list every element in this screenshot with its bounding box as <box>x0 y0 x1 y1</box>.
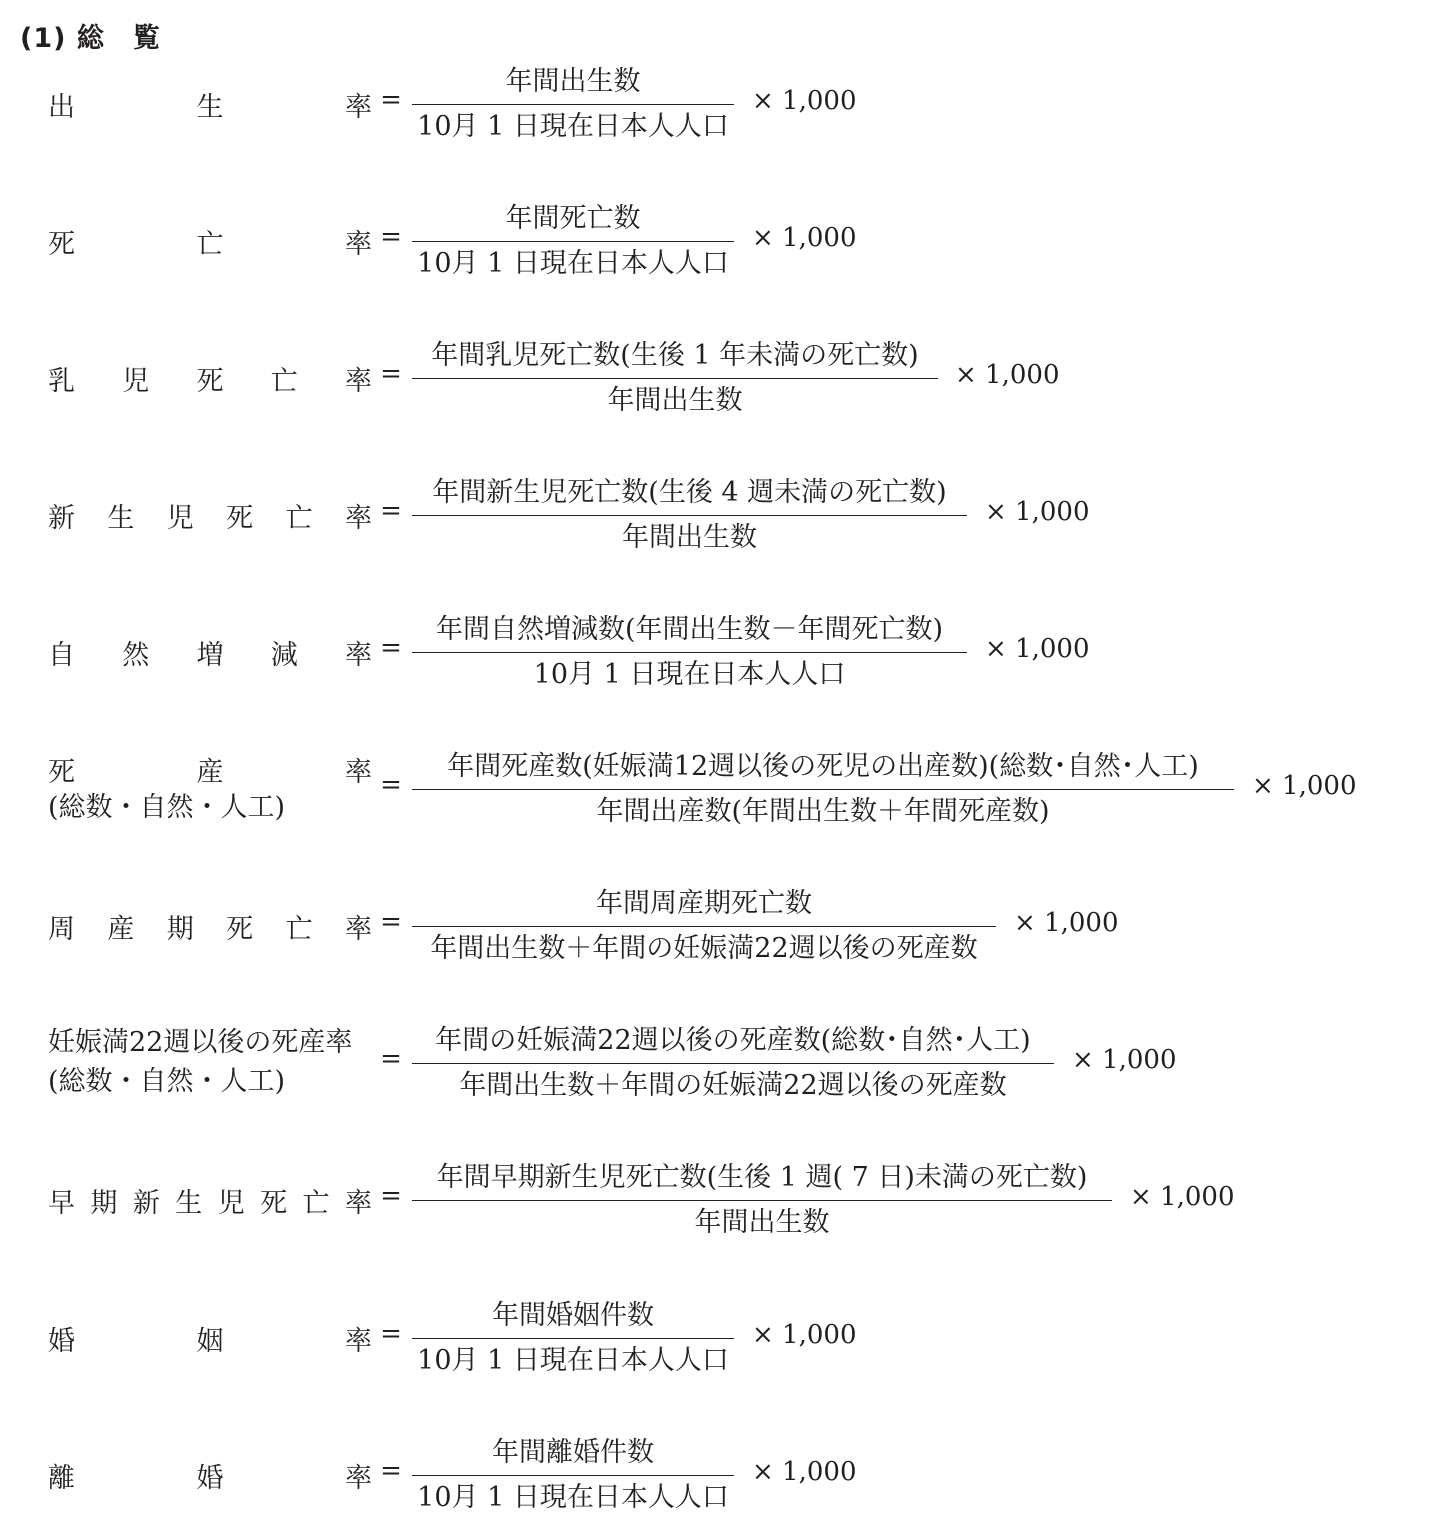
multiplier: × 1,000 <box>752 86 857 116</box>
label-char: 率 <box>345 1462 372 1494</box>
label-char: 率 <box>345 1325 372 1357</box>
fraction <box>412 1019 1054 1108</box>
multiplier: × 1,000 <box>1014 908 1119 938</box>
multiplier: × 1,000 <box>1130 1182 1235 1212</box>
numerator: 年間死亡数 <box>505 203 641 234</box>
equals-sign: = <box>380 359 402 389</box>
label-char: 期 <box>90 1187 118 1219</box>
label-char: 産 <box>107 913 135 945</box>
formula-death-rate <box>0 197 1430 287</box>
label-char: 生 <box>196 91 224 123</box>
numerator: 年間周産期死亡数 <box>596 888 812 919</box>
label-char: 減 <box>270 639 298 671</box>
label-char: 率 <box>345 756 372 788</box>
numerator: 年間自然増減数(年間出生数－年間死亡数) <box>435 614 944 645</box>
fraction <box>412 1431 734 1520</box>
formula-label <box>48 1318 372 1358</box>
formula-label <box>48 495 372 535</box>
formula-label <box>48 84 372 124</box>
label-char: 婚 <box>196 1462 224 1494</box>
label-char: 死 <box>48 756 75 788</box>
formula-label <box>48 906 372 946</box>
label-char: 率 <box>344 502 372 534</box>
label-char: 生 <box>107 502 135 534</box>
label-char: 生 <box>175 1187 203 1219</box>
formula-birth-rate <box>0 60 1430 150</box>
equals-sign: = <box>380 770 402 800</box>
label-char: 死 <box>260 1187 288 1219</box>
label-char: 亡 <box>302 1187 330 1219</box>
numerator: 年間離婚件数 <box>492 1437 654 1468</box>
denominator: 年間出生数 <box>607 385 743 416</box>
label-char: 死 <box>226 913 254 945</box>
multiplier: × 1,000 <box>985 634 1090 664</box>
equals-sign: = <box>380 1456 402 1486</box>
equals-sign: = <box>380 496 402 526</box>
denominator: 年間出生数＋年間の妊娠満22週以後の死産数 <box>459 1070 1007 1101</box>
denominator: 年間出生数＋年間の妊娠満22週以後の死産数 <box>430 933 978 964</box>
label-char: 児 <box>217 1187 245 1219</box>
label-char: 率 <box>344 913 372 945</box>
label-char: 婚 <box>48 1325 75 1357</box>
equals-sign: = <box>380 1044 402 1074</box>
label-char: 早 <box>48 1187 75 1219</box>
multiplier: × 1,000 <box>1252 771 1357 801</box>
formula-perinatal-death-rate <box>0 882 1430 972</box>
label-char: 亡 <box>285 913 313 945</box>
formula-label <box>48 1180 372 1220</box>
formula-early-neonatal-death-rate <box>0 1156 1430 1246</box>
formula-natural-change-rate <box>0 608 1430 698</box>
fraction <box>412 1156 1112 1245</box>
denominator: 10月 1 日現在日本人人口 <box>417 1482 729 1513</box>
label-char: 死 <box>48 228 75 260</box>
label-char: 乳 <box>48 365 75 397</box>
equals-sign: = <box>380 1319 402 1349</box>
label-char: 新 <box>48 502 75 534</box>
numerator: 年間乳児死亡数(生後 1 年未満の死亡数) <box>431 340 919 371</box>
label-main: 妊娠満22週以後の死産率 <box>48 1027 353 1058</box>
denominator: 10月 1 日現在日本人人口 <box>533 659 846 690</box>
multiplier: × 1,000 <box>955 360 1060 390</box>
label-char: 期 <box>166 913 194 945</box>
label-sub: (総数・自然・人工) <box>48 792 286 823</box>
label-char: 率 <box>345 365 372 397</box>
multiplier: × 1,000 <box>752 1320 857 1350</box>
fraction <box>412 334 938 423</box>
denominator: 10月 1 日現在日本人人口 <box>417 1345 729 1376</box>
formula-late-stillbirth-rate <box>0 1019 1430 1109</box>
fraction <box>412 60 734 149</box>
multiplier: × 1,000 <box>752 223 857 253</box>
label-char: 姻 <box>196 1325 224 1357</box>
formula-marriage-rate <box>0 1294 1430 1384</box>
fraction <box>412 608 967 697</box>
formula-label <box>48 749 372 828</box>
numerator: 年間早期新生児死亡数(生後 1 週( 7 日)未満の死亡数) <box>436 1162 1088 1193</box>
label-char: 産 <box>196 756 224 788</box>
label-char: 出 <box>48 91 75 123</box>
equals-sign: = <box>380 907 402 937</box>
fraction <box>412 745 1234 834</box>
label-line <box>48 749 372 789</box>
label-char: 児 <box>166 502 194 534</box>
label-char: 亡 <box>196 228 224 260</box>
multiplier: × 1,000 <box>752 1457 857 1487</box>
equals-sign: = <box>380 633 402 663</box>
label-char: 児 <box>122 365 150 397</box>
label-char: 率 <box>345 91 372 123</box>
label-char: 率 <box>345 639 372 671</box>
label-char: 増 <box>196 639 224 671</box>
equals-sign: = <box>380 85 402 115</box>
denominator: 年間出生数 <box>694 1207 830 1238</box>
numerator: 年間婚姻件数 <box>492 1300 654 1331</box>
fraction <box>412 471 967 560</box>
label-char: 率 <box>344 1187 372 1219</box>
denominator: 10月 1 日現在日本人人口 <box>417 248 729 279</box>
formula-stillbirth-rate <box>0 745 1430 835</box>
label-char: 率 <box>345 228 372 260</box>
label-char: 死 <box>226 502 254 534</box>
formula-label <box>48 358 372 398</box>
denominator: 年間出生数 <box>622 522 757 553</box>
multiplier: × 1,000 <box>985 497 1090 527</box>
equals-sign: = <box>380 1181 402 1211</box>
label-char: 周 <box>48 913 75 945</box>
numerator: 年間新生児死亡数(生後 4 週未満の死亡数) <box>432 477 947 508</box>
label-char: 死 <box>196 365 224 397</box>
label-char: 亡 <box>285 502 313 534</box>
label-char: 自 <box>48 639 75 671</box>
fraction <box>412 197 734 286</box>
formula-label <box>48 632 372 672</box>
fraction <box>412 1294 734 1383</box>
section-heading: (1) 総 覧 <box>20 23 161 54</box>
formula-neonatal-death-rate <box>0 471 1430 561</box>
fraction <box>412 882 996 971</box>
numerator: 年間死産数(妊娠満12週以後の死児の出産数)(総数･自然･人工) <box>447 751 1199 782</box>
formula-label <box>48 221 372 261</box>
numerator: 年間の妊娠満22週以後の死産数(総数･自然･人工) <box>435 1025 1031 1056</box>
formula-infant-death-rate <box>0 334 1430 424</box>
formula-divorce-rate <box>0 1431 1430 1521</box>
equals-sign: = <box>380 222 402 252</box>
formula-label <box>48 1023 372 1102</box>
denominator: 年間出産数(年間出生数＋年間死産数) <box>596 796 1050 827</box>
numerator: 年間出生数 <box>505 66 641 97</box>
formula-label <box>48 1455 372 1495</box>
label-char: 新 <box>132 1187 160 1219</box>
label-char: 離 <box>48 1462 75 1494</box>
label-sub: (総数・自然・人工) <box>48 1066 286 1097</box>
label-char: 然 <box>122 639 150 671</box>
multiplier: × 1,000 <box>1072 1045 1177 1075</box>
denominator: 10月 1 日現在日本人人口 <box>417 111 729 142</box>
label-char: 亡 <box>270 365 298 397</box>
